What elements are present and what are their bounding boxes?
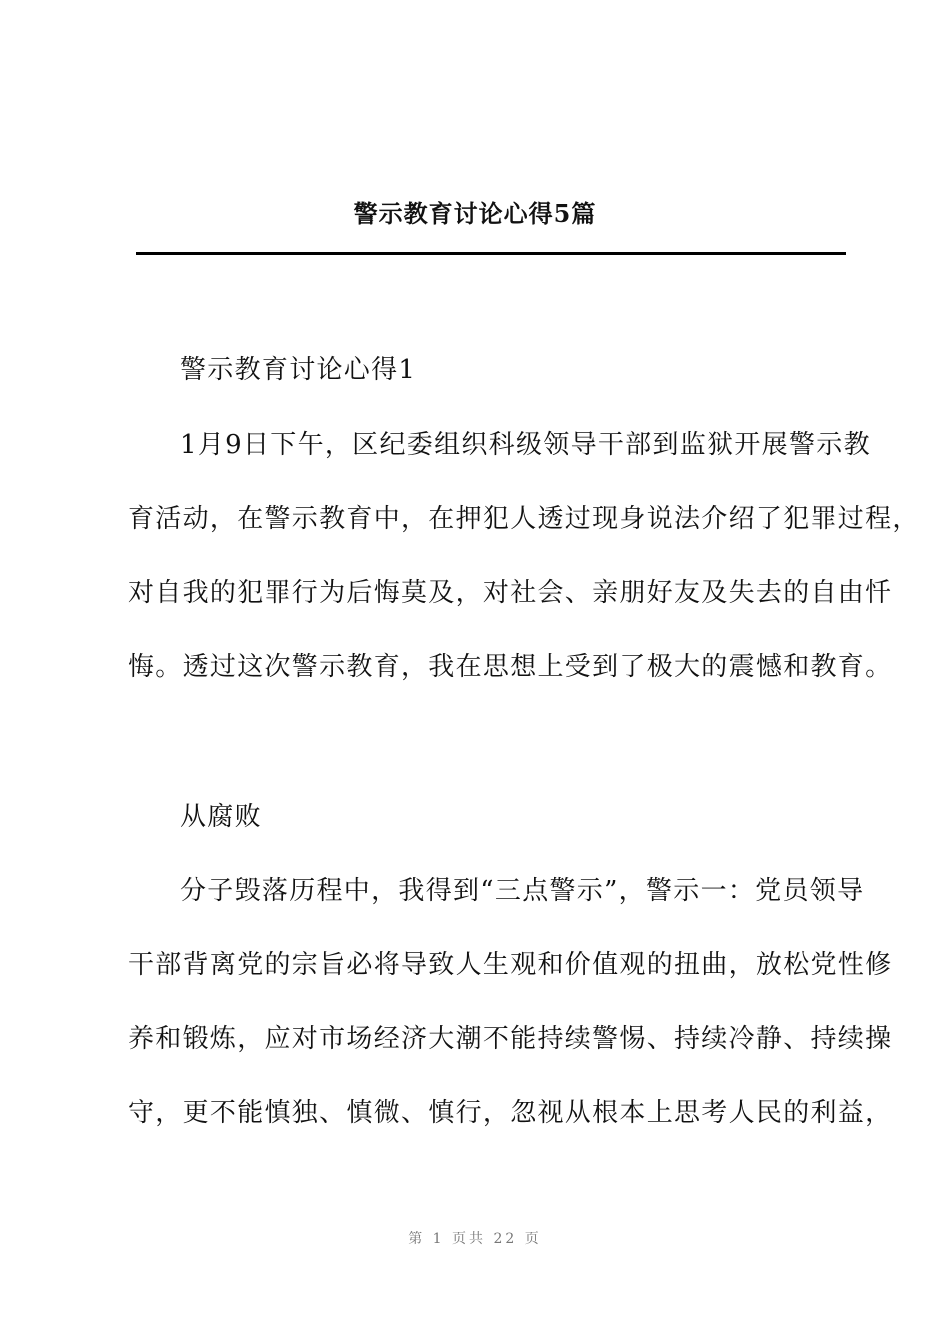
fragment-line: 从腐败: [180, 802, 262, 832]
paragraph2-line-3: 养和锻炼，应对市场经济大潮不能持续警惕、持续冷静、持续操: [128, 1024, 893, 1054]
paragraph1-line-3: 对自我的犯罪行为后悔莫及，对社会、亲朋好友及失去的自由忏: [128, 578, 893, 608]
page-footer: 第 1 页共 22 页: [408, 1231, 542, 1247]
paragraph2-line-2: 干部背离党的宗旨必将导致人生观和价值观的扭曲，放松党性修: [128, 950, 893, 980]
paragraph1-line-2: 育活动，在警示教育中，在押犯人透过现身说法介绍了犯罪过程，: [128, 504, 920, 534]
document-title: 警示教育讨论心得5篇: [353, 199, 597, 228]
paragraph2-line-4: 守，更不能慎独、慎微、慎行，忽视从根本上思考人民的利益，: [128, 1098, 893, 1128]
title-underline: [136, 252, 846, 255]
paragraph2-line-1: 分子毁落历程中，我得到“三点警示”，警示一：党员领导: [180, 876, 865, 906]
paragraph1-line-4: 悔。透过这次警示教育，我在思想上受到了极大的震憾和教育。: [128, 652, 893, 682]
paragraph1-line-1: 1月9日下午，区纪委组织科级领导干部到监狱开展警示教: [180, 430, 871, 460]
section-heading: 警示教育讨论心得1: [180, 355, 417, 385]
